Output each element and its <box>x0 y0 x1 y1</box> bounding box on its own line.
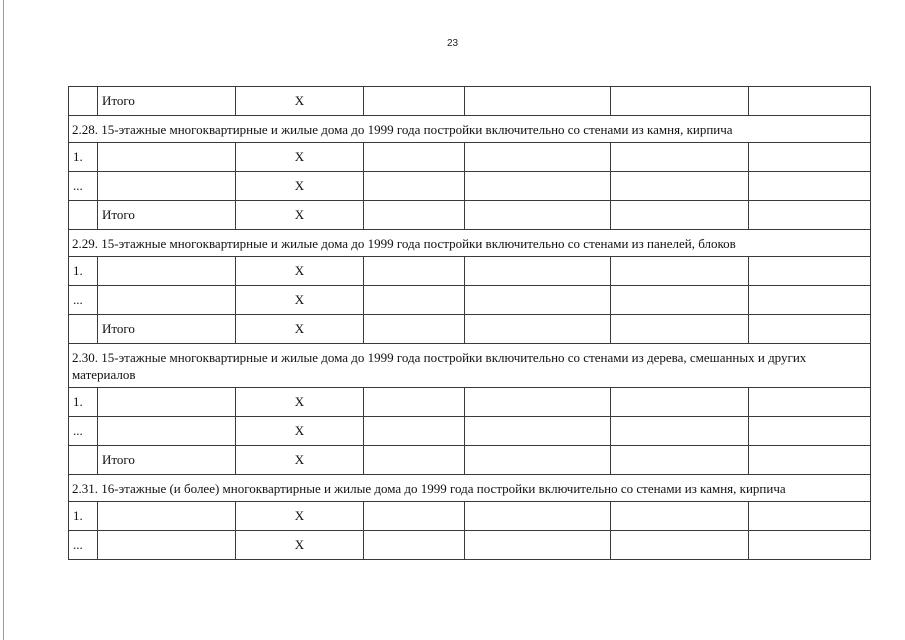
table-row <box>69 502 871 531</box>
table-cell <box>749 286 871 315</box>
table-cell <box>611 286 749 315</box>
table-cell <box>465 201 611 230</box>
table-row <box>69 172 871 201</box>
table-cell <box>465 446 611 475</box>
row-number-cell: 1. <box>69 143 98 172</box>
table-cell <box>98 388 236 417</box>
x-mark-cell: Х <box>236 531 364 560</box>
table-cell <box>611 143 749 172</box>
total-label-cell: Итого <box>98 446 236 475</box>
table-cell <box>749 531 871 560</box>
section-title-2-29: 2.29. 15-этажные многоквартирные и жилые дома до 1999 года постройки включительно со стенами из панелей, блоков <box>69 230 871 257</box>
table-cell <box>611 172 749 201</box>
table-cell <box>749 201 871 230</box>
table-cell <box>98 531 236 560</box>
x-mark-cell: Х <box>236 388 364 417</box>
x-mark-cell: Х <box>236 87 364 116</box>
row-number-cell: 1. <box>69 502 98 531</box>
x-mark-cell: Х <box>236 257 364 286</box>
data-table <box>68 86 871 560</box>
table-row <box>69 286 871 315</box>
x-mark-cell: Х <box>236 502 364 531</box>
total-label-cell: Итого <box>98 315 236 344</box>
table-cell <box>465 502 611 531</box>
x-mark-cell: Х <box>236 143 364 172</box>
table-cell <box>611 531 749 560</box>
table-cell <box>465 286 611 315</box>
x-mark-cell: Х <box>236 417 364 446</box>
x-mark-cell: Х <box>236 172 364 201</box>
table-cell <box>749 143 871 172</box>
table-cell <box>364 502 465 531</box>
table-cell <box>98 417 236 446</box>
table-cell <box>364 201 465 230</box>
table-cell <box>364 172 465 201</box>
table-cell <box>611 257 749 286</box>
table-cell <box>364 87 465 116</box>
section-title-2-28: 2.28. 15-этажные многоквартирные и жилые дома до 1999 года постройки включительно со стенами из камня, кирпича <box>69 116 871 143</box>
table-row-total <box>69 201 871 230</box>
section-title-2-30: 2.30. 15-этажные многоквартирные и жилые дома до 1999 года постройки включительно со стенами из дерева, смешанных и других материалов <box>69 344 871 388</box>
total-label-cell: Итого <box>98 87 236 116</box>
table-cell <box>465 87 611 116</box>
table-cell <box>465 315 611 344</box>
table-cell <box>611 201 749 230</box>
table-cell <box>364 257 465 286</box>
table-cell <box>611 87 749 116</box>
table-cell <box>364 286 465 315</box>
row-number-cell: ... <box>69 417 98 446</box>
table-cell <box>749 502 871 531</box>
table-cell <box>611 502 749 531</box>
table-cell <box>611 388 749 417</box>
table-cell <box>611 446 749 475</box>
page-left-edge <box>3 0 4 640</box>
table-cell <box>749 257 871 286</box>
row-number-cell: ... <box>69 172 98 201</box>
table-cell <box>465 172 611 201</box>
total-label-cell: Итого <box>98 201 236 230</box>
table-cell <box>98 143 236 172</box>
table-row-total <box>69 87 871 116</box>
table-row <box>69 257 871 286</box>
x-mark-cell: Х <box>236 315 364 344</box>
section-header-row <box>69 116 871 143</box>
table-cell <box>98 286 236 315</box>
x-mark-cell: Х <box>236 201 364 230</box>
section-header-row <box>69 475 871 502</box>
row-number-cell: ... <box>69 531 98 560</box>
table-row <box>69 417 871 446</box>
page-number: 23 <box>446 38 459 49</box>
x-mark-cell: Х <box>236 286 364 315</box>
table-row-total <box>69 315 871 344</box>
table-cell <box>465 531 611 560</box>
x-mark-cell: Х <box>236 446 364 475</box>
section-header-row <box>69 344 871 388</box>
table-cell <box>611 315 749 344</box>
table-cell <box>465 417 611 446</box>
row-number-cell: 1. <box>69 388 98 417</box>
table-cell <box>611 417 749 446</box>
table-cell <box>749 87 871 116</box>
table-cell <box>749 446 871 475</box>
table-cell <box>364 388 465 417</box>
table-cell <box>749 417 871 446</box>
table-cell <box>465 143 611 172</box>
table-cell <box>364 417 465 446</box>
table-cell <box>749 172 871 201</box>
table-row-total <box>69 446 871 475</box>
table-cell <box>364 315 465 344</box>
table-row <box>69 531 871 560</box>
table-cell <box>465 257 611 286</box>
table-cell <box>364 143 465 172</box>
table-cell <box>364 531 465 560</box>
table-cell <box>465 388 611 417</box>
table-cell <box>749 315 871 344</box>
table-cell <box>98 502 236 531</box>
row-number-cell <box>69 315 98 344</box>
table-row <box>69 143 871 172</box>
section-header-row <box>69 230 871 257</box>
table-cell <box>98 172 236 201</box>
row-number-cell: 1. <box>69 257 98 286</box>
table-cell <box>749 388 871 417</box>
table-row <box>69 388 871 417</box>
table-cell <box>98 257 236 286</box>
row-number-cell <box>69 87 98 116</box>
row-number-cell <box>69 446 98 475</box>
section-title-2-31: 2.31. 16-этажные (и более) многоквартирные и жилые дома до 1999 года постройки включительно со стенами из камня, кирпича <box>69 475 871 502</box>
row-number-cell <box>69 201 98 230</box>
row-number-cell: ... <box>69 286 98 315</box>
table-cell <box>364 446 465 475</box>
